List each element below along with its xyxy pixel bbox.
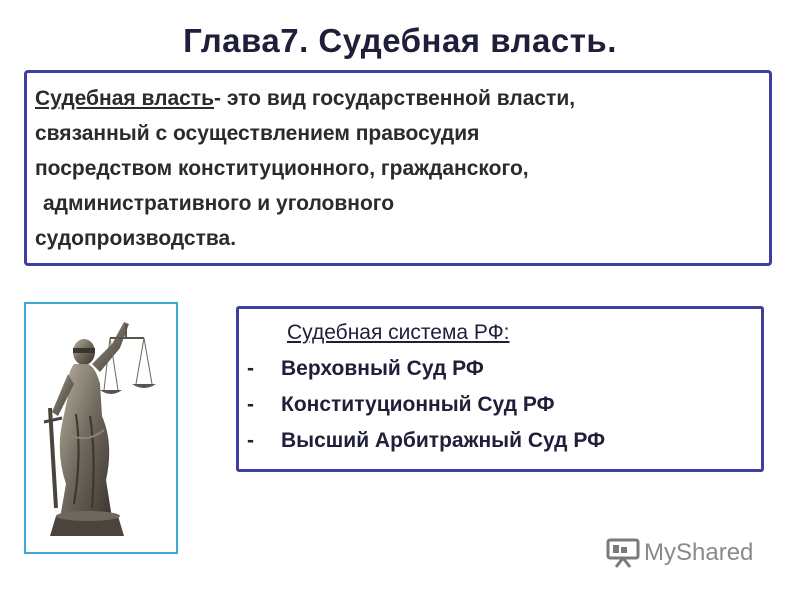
definition-line-4: административного и уголовного — [43, 192, 395, 215]
list-item-label: Высший Арбитражный Суд РФ — [281, 429, 605, 452]
list-item — [247, 423, 753, 459]
list-item-label: Верховный Суд РФ — [281, 357, 484, 380]
list-dash: - — [247, 393, 254, 416]
judicial-system-title: Судебная система РФ: — [287, 321, 510, 344]
themis-statue-illustration — [26, 304, 176, 552]
list-item — [247, 387, 753, 423]
themis-statue-image — [24, 302, 178, 554]
definition-line-3: посредством конституционного, гражданского, — [35, 157, 529, 180]
myshared-watermark — [606, 536, 753, 570]
list-item — [247, 351, 753, 387]
judicial-system-box — [236, 306, 764, 472]
list-dash: - — [247, 357, 254, 380]
definition-line-2: связанный с осуществлением правосудия — [35, 122, 480, 145]
watermark-text: MyShared — [644, 539, 754, 566]
list-dash: - — [247, 429, 254, 452]
definition-text-1: - это вид государственной власти, — [214, 87, 576, 110]
definition-box — [24, 70, 772, 266]
definition-line-1 — [35, 81, 761, 116]
definition-term: Судебная власть — [35, 87, 215, 110]
list-item-label: Конституционный Суд РФ — [281, 393, 555, 416]
definition-line-5: судопроизводства. — [35, 227, 237, 250]
presentation-screen-icon — [606, 538, 640, 568]
page-title: Глава7. Судебная власть. — [183, 22, 617, 59]
